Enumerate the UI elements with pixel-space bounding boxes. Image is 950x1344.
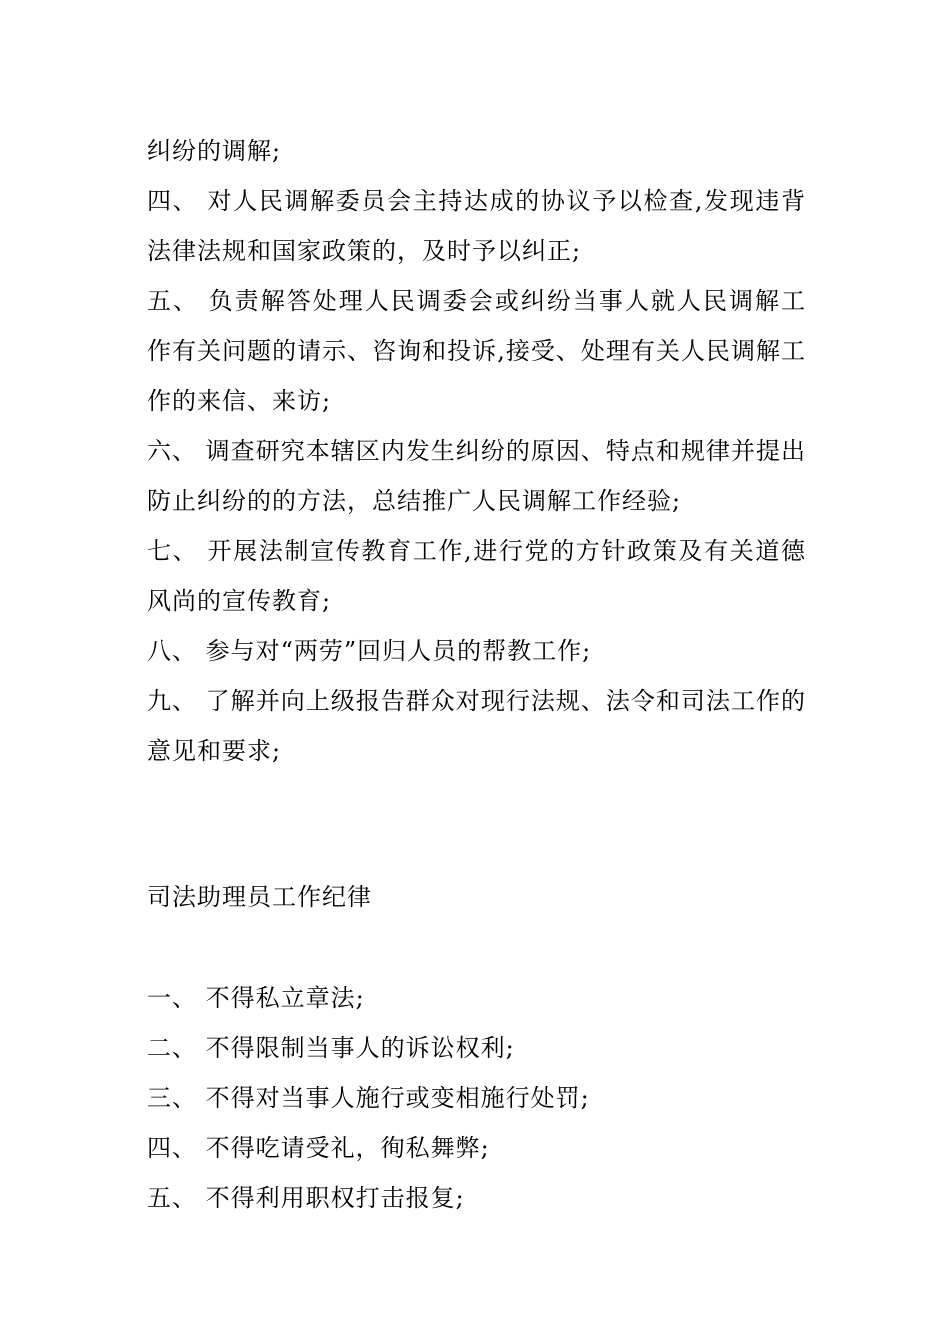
discipline-item: 五、 不得利用职权打击报复; bbox=[147, 1184, 465, 1212]
duty-line: 九、 了解并向上级报告群众对现行法规、法令和司法工作的 bbox=[147, 687, 805, 715]
duty-line: 防止纠纷的的方法，总结推广人民调解工作经验; bbox=[147, 487, 682, 515]
duty-line: 意见和要求; bbox=[147, 737, 282, 765]
discipline-item: 四、 不得吃请受礼，徇私舞弊; bbox=[147, 1134, 490, 1162]
duty-line: 纠纷的调解; bbox=[147, 137, 282, 165]
discipline-item: 三、 不得对当事人施行或变相施行处罚; bbox=[147, 1084, 590, 1112]
duty-line: 七、 开展法制宣传教育工作,进行党的方针政策及有关道德 bbox=[147, 537, 805, 565]
duty-line: 五、 负责解答处理人民调委会或纠纷当事人就人民调解工 bbox=[147, 287, 805, 315]
duty-line: 作有关问题的请示、咨询和投诉,接受、处理有关人民调解工 bbox=[147, 337, 805, 365]
duty-line: 法律法规和国家政策的，及时予以纠正; bbox=[147, 237, 582, 265]
section-title: 司法助理员工作纪律 bbox=[147, 883, 372, 911]
duty-line: 六、 调查研究本辖区内发生纠纷的原因、特点和规律并提出 bbox=[147, 437, 805, 465]
duty-line: 四、 对人民调解委员会主持达成的协议予以检查,发现违背 bbox=[147, 187, 805, 215]
duty-line: 风尚的宣传教育; bbox=[147, 587, 332, 615]
discipline-item: 一、 不得私立章法; bbox=[147, 984, 365, 1012]
duty-line: 八、 参与对“两劳”回归人员的帮教工作; bbox=[147, 637, 592, 665]
duty-line: 作的来信、来访; bbox=[147, 387, 332, 415]
discipline-item: 二、 不得限制当事人的诉讼权利; bbox=[147, 1034, 515, 1062]
